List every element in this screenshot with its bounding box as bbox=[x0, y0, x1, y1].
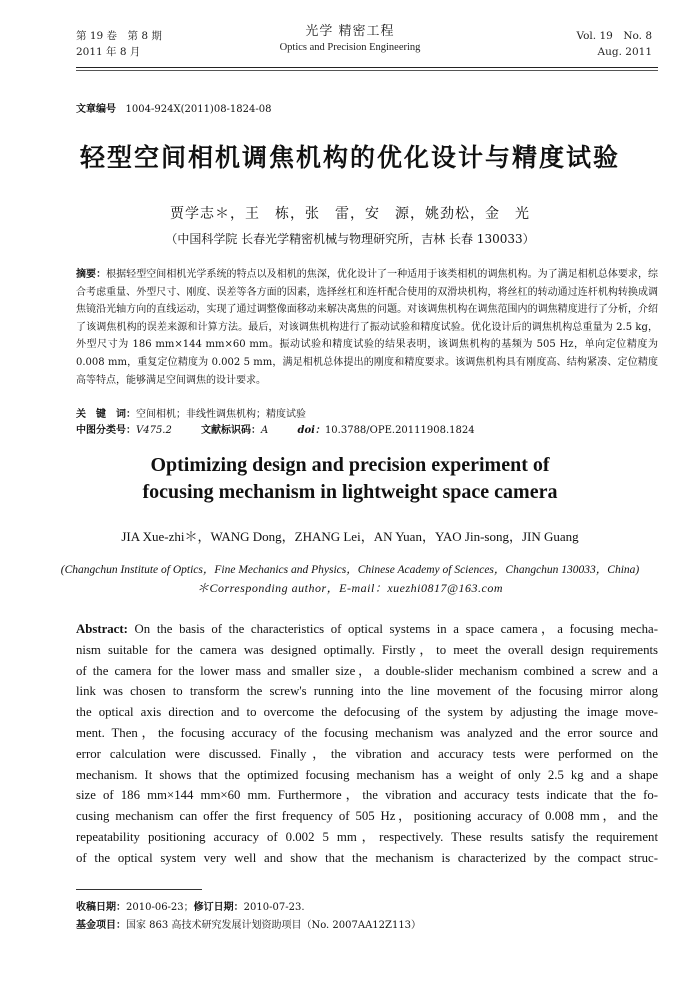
abstract-en-line: error calculation were discussed. Finally，the vibration and accuracy tests were performed on the bbox=[76, 746, 658, 761]
header-date-cn: 2011 年 8 月 bbox=[76, 46, 141, 58]
title-en-line-1: Optimizing design and precision experiment of bbox=[150, 454, 550, 476]
clc-value: V475.2 bbox=[136, 425, 172, 436]
revised-label: 修订日期： bbox=[193, 902, 244, 913]
authors-cn: 贾学志＊，王 栋，张 雷，安 源，姚劲松，金 光 bbox=[170, 206, 530, 222]
title-en bbox=[0, 452, 700, 506]
corresponding-author: ＊Corresponding author，E-mail：xuezhi0817@163.com bbox=[196, 581, 504, 595]
abstract-en-line: of the camera for the lower mass and smaller size，a double-slider mechanism combined a screw and a bbox=[76, 663, 658, 678]
abstract-cn-text: 根据轻型空间相机光学系统的特点以及相机的焦深，优化设计了一种适用于该类相机的调焦机构。为了满足相机总体要求，综合考虑重量、外型尺寸、刚度、误差等各方面的因素，选择丝杠和连杆配合使用的双滑块机构，将丝杠的转动通过连杆机构转换成调焦镜沿光轴方向的直线运动，实现了通过调整像面移动来解决离焦的问题。对该调焦机构在调焦范围内的调焦精度进行了分析，介绍了该调焦机构的误差来源和计算方法。最后，对该调焦机构进行了振动试验和精度试验。优化设计后的调焦机构总重量为 2.5 kg，外型尺寸为 186 mm×144 mm×60 mm。振动试验和精度试验的结果表明，该调焦机构的基频为 505 Hz，单向定位精度为 0.008 mm，重复定位精度为 0.002 5 mm，满足相机总体提出的刚度和精度要求。该调焦机构具有刚度高、结构紧凑、定位精度高等特点，能够满足空间调焦的设计要求。 bbox=[76, 269, 659, 386]
keywords-cn-label: 关 键 词： bbox=[76, 409, 136, 420]
received-value: 2010-06-23； bbox=[126, 902, 194, 913]
abstract-cn bbox=[76, 266, 658, 389]
footnote-rule bbox=[76, 889, 202, 890]
fund-label: 基金项目： bbox=[76, 920, 126, 931]
abstract-en-line: the optical axis direction and to overcome the defocusing of the system by adjusting the image move- bbox=[76, 705, 658, 720]
fund-value: 国家 863 高技术研究发展计划资助项目（No. 2007AA12Z113） bbox=[126, 920, 422, 931]
abstract-en-line: of the optical system very well and show that the mechanism is characterized by the compact struc- bbox=[76, 850, 658, 865]
article-number bbox=[76, 100, 272, 115]
journal-name-cn: 光学 精密工程 bbox=[305, 24, 395, 39]
abstract-en-line: mechanism. It shows that the optimized focusing mechanism has a weight of only 2.5 kg and a shape bbox=[76, 767, 658, 782]
abstract-en-line: repeatability positioning accuracy of 0.002 5 mm，respectively. These results satisfy the requirement bbox=[76, 829, 658, 844]
clc-entry bbox=[76, 425, 172, 436]
header-date-en: Aug. 2011 bbox=[597, 46, 652, 58]
doc-code-value: A bbox=[261, 425, 269, 436]
revised-value: 2010-07-23. bbox=[243, 902, 305, 913]
abstract-cn-label: 摘要： bbox=[76, 269, 107, 280]
clc-label: 中图分类号： bbox=[76, 425, 136, 436]
abstract-en-line: Abstract: On the basis of the characteristics of optical systems in a space camera，a focusing mecha- bbox=[76, 622, 658, 636]
abstract-en-line: ment. Then，the focusing accuracy of the focusing mechanism was analyzed and the error source and bbox=[76, 725, 658, 740]
article-number-value: 1004-924X(2011)08-1824-08 bbox=[125, 104, 272, 115]
doc-code-label: 文献标识码： bbox=[201, 425, 262, 436]
abstract-en bbox=[76, 619, 658, 869]
abstract-en-line: size of 186 mm×144 mm×60 mm. Furthermore，the vibration and accuracy tests indicate that the fo- bbox=[76, 788, 658, 803]
affiliation-en: (Changchun Institute of Optics，Fine Mechanics and Physics，Chinese Academy of Sciences，Changchun 130033，China) bbox=[60, 564, 640, 576]
abstract-en-label: Abstract: bbox=[76, 622, 128, 636]
journal-name-en: Optics and Precision Engineering bbox=[279, 42, 421, 53]
abstract-en-line: nism suitable for the camera was designed optimally. Firstly，to meet the overall design requirements bbox=[76, 642, 658, 657]
title-en-line-2: focusing mechanism in lightweight space camera bbox=[142, 481, 558, 503]
affiliation-cn: （中国科学院 长春光学精密机械与物理研究所，吉林 长春 130033） bbox=[165, 232, 535, 246]
header-volume-issue: 第 19 卷 第 8 期 bbox=[76, 30, 162, 42]
header-volume-info-en bbox=[576, 28, 652, 60]
header-rule-top bbox=[76, 67, 658, 68]
header-vol-no: Vol. 19 No. 8 bbox=[576, 30, 652, 42]
article-number-label: 文章编号 bbox=[76, 104, 116, 115]
classification-cn bbox=[76, 421, 658, 436]
keywords-cn bbox=[76, 405, 658, 420]
authors-en: JIA Xue-zhi＊，WANG Dong，ZHANG Lei，AN Yuan，YAO Jin-song，JIN Guang bbox=[121, 529, 579, 544]
doi-value: 10.3788/OPE.20111908.1824 bbox=[324, 425, 475, 436]
doc-code-entry bbox=[201, 425, 268, 436]
abstract-en-line: cusing mechanism can offer the first frequency of 505 Hz，positioning accuracy of 0.008 mm，and the bbox=[76, 809, 658, 824]
received-label: 收稿日期： bbox=[76, 902, 126, 913]
keywords-cn-text: 空间相机；非线性调焦机构；精度试验 bbox=[136, 409, 306, 420]
abstract-en-line: link was chosen to transform the screw's running into the line movement of the focusing mirror along bbox=[76, 684, 658, 699]
header-rule-bottom bbox=[76, 70, 658, 71]
footnote-dates bbox=[76, 898, 658, 913]
doi-label: doi： bbox=[297, 425, 325, 436]
doi-entry bbox=[297, 425, 500, 436]
footnote-fund bbox=[76, 916, 658, 931]
title-cn: 轻型空间相机调焦机构的优化设计与精度试验 bbox=[79, 143, 620, 172]
